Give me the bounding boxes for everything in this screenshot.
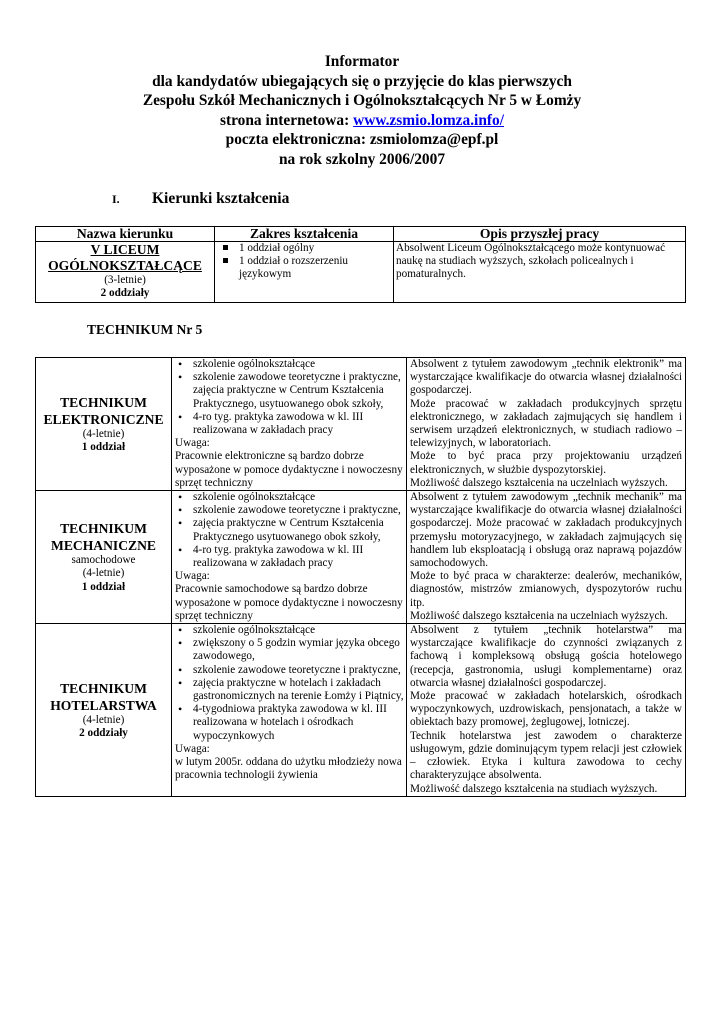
list-item: Uwaga: — [175, 742, 210, 755]
list-item: 1 oddział o rozszerzeniu językowym — [221, 255, 391, 281]
header-description: Opis przyszłej pracy — [394, 227, 686, 242]
technikum-count: 2 oddziały — [79, 726, 128, 739]
liceum-name-line2: OGÓLNOKSZTAŁCĄCE — [48, 258, 202, 273]
header-subtitle: dla kandydatów ubiegających się o przyjęcie do klas pierwszych — [152, 72, 572, 90]
liceum-name-cell — [36, 242, 215, 303]
list-item: • zajęcia praktyczne w Centrum Kształcenia Praktycznego usytuowanego obok szkoły, — [175, 517, 404, 543]
technikum-duration: (4-letnie) — [82, 427, 125, 440]
list-item: • zajęcia praktyczne w hotelach i zakładach gastronomicznych na terenie Łomży i Piątnicy, — [175, 677, 404, 703]
header-scope: Zakres kształcenia — [215, 227, 394, 242]
technikum-duration: (4-letnie) — [82, 567, 125, 580]
technikum-name-line2: MECHANICZNE — [51, 538, 156, 554]
technikum-label: TECHNIKUM Nr 5 — [87, 322, 203, 337]
list-item: • szkolenie zawodowe teoretyczne i praktyczne, — [175, 664, 404, 677]
header-website-line — [0, 111, 724, 131]
list-item: • 4-ro tyg. praktyka zawodowa w kl. III realizowana w zakładach pracy — [175, 544, 404, 570]
list-item: Uwaga: — [175, 570, 210, 583]
list-item: zajęcia praktyczne w Centrum Kształcenia Praktycznego, usytuowanego obok szkoły, — [193, 384, 384, 410]
section-heading: Kierunki kształcenia — [152, 190, 290, 207]
description-paragraph: Możliwość dalszego kształcenia na uczelniach wyższych. — [410, 476, 668, 489]
description-paragraph: Technik hotelarstwa jest zawodem o charakterze usługowym, gdzie dominującym typem relacji jest człowiek – człowiek. Etyka i kultura zawodowa to cechy charakteryzujące absolwenta. — [410, 729, 682, 782]
description-paragraph: Może to być praca przy projektowaniu urządzeń elektronicznych, w służbie dyspozytorskiej. — [410, 450, 682, 476]
description-paragraph: Absolwent z tytułem zawodowym „technik mechanik” ma wystarczające kwalifikacje do otwarcia własnej działalności gospodarczej. Może pracować w zakładach produkcyjnych przemysłu motoryzacyjnego, w zakładach zajmujących się handlem lub eksploatacją i obsługą oraz naprawą pojazdów samochodowych. — [410, 491, 682, 570]
website-link[interactable]: www.zsmio.lomza.info/ — [353, 111, 504, 129]
header-year: na rok szkolny 2006/2007 — [278, 150, 446, 168]
list-item: • 4-ro tyg. praktyka zawodowa w kl. III realizowana w zakładach pracy — [175, 411, 404, 437]
technikum-name-cell — [36, 491, 172, 624]
list-item: • 4-tygodniowa praktyka zawodowa w kl. III realizowana w hotelach i ośrodkach wypoczynkowych — [175, 703, 404, 743]
section-number: I. — [112, 192, 120, 206]
technikum-name-cell — [36, 624, 172, 797]
table-row — [36, 624, 686, 797]
description-paragraph: Może to być praca w charakterze: dealerów, mechaników, diagnostów, mistrzów zmianowych, dyspozytorów ruchu itp. — [410, 570, 682, 609]
technikum-name-line1: TECHNIKUM — [60, 680, 147, 696]
list-item: • szkolenie ogólnokształcące — [175, 358, 404, 371]
technikum-description-cell — [407, 491, 686, 624]
header-school-name: Zespołu Szkół Mechanicznych i Ogólnokształcących Nr 5 w Łomży — [142, 92, 582, 109]
list-item: • szkolenie zawodowe teoretyczne i praktyczne, — [175, 371, 404, 384]
liceum-scope-cell — [215, 242, 394, 303]
liceum-duration: (3-letnie) — [104, 274, 146, 286]
technikum-name-line1: TECHNIKUM — [60, 521, 147, 537]
list-item: Pracownie samochodowe są bardzo dobrze wyposażone w pomoce dydaktyczne i nowoczesny sprzęt techniczny — [175, 583, 403, 622]
table-row — [36, 242, 686, 303]
list-item: 1 oddział ogólny — [221, 242, 391, 255]
liceum-table — [35, 226, 686, 303]
description-paragraph: Może pracować w zakładach produkcyjnych sprzętu elektronicznego, w zakładach zajmujących się handlem i serwisem urządzeń elektronicznych, w studiach radiowo – telewizyjnych, w laboratoriach. — [410, 397, 682, 450]
table-row — [36, 491, 686, 624]
technikum-scope-cell — [172, 358, 407, 491]
technikum-description-cell — [407, 624, 686, 797]
technikum-description-cell — [407, 358, 686, 491]
technikum-table — [35, 357, 686, 797]
technikum-name-line1: TECHNIKUM — [60, 394, 147, 410]
section-title — [112, 190, 289, 208]
list-item: • zwiększony o 5 godzin wymiar języka obcego zawodowego, — [175, 637, 404, 663]
technikum-duration: (4-letnie) — [82, 713, 125, 726]
liceum-description-cell: Absolwent Liceum Ogólnokształcącego może kontynuować naukę na studiach wyższych, szkołach policealnych i pomaturalnych. — [394, 242, 686, 303]
technikum-name-line2: HOTELARSTWA — [50, 697, 157, 713]
list-item: • szkolenie ogólnokształcące — [175, 624, 404, 637]
header-name: Nazwa kierunku — [36, 227, 215, 242]
technikum-name-cell — [36, 358, 172, 491]
list-item: Pracownie elektroniczne są bardzo dobrze wyposażone w pomoce dydaktyczne i nowoczesny sprzęt techniczny — [175, 450, 403, 489]
description-paragraph: Możliwość dalszego kształcenia na uczelniach wyższych. — [410, 609, 668, 622]
document-header — [0, 52, 724, 169]
description-paragraph: Możliwość dalszego kształcenia na studiach wyższych. — [410, 782, 658, 795]
header-email: poczta elektroniczna: zsmiolomza@epf.pl — [225, 131, 499, 148]
technikum-name-line2: ELEKTRONICZNE — [43, 411, 164, 427]
liceum-count: 2 oddziały — [100, 287, 150, 300]
liceum-name-line1: V LICEUM — [90, 242, 160, 257]
description-paragraph: Może pracować w zakładach hotelarskich, ośrodkach wypoczynkowych, uzdrowiskach, pensjonatach, a także w obiektach bazy promowej, żeglugowej, lotniczej. — [410, 690, 682, 729]
list-item: Uwaga: — [175, 437, 210, 450]
list-item: • szkolenie zawodowe teoretyczne i praktyczne, — [175, 504, 404, 517]
list-item: • szkolenie ogólnokształcące — [175, 491, 404, 504]
table-row — [36, 358, 686, 491]
website-prefix: strona internetowa: — [220, 111, 354, 129]
technikum-scope-cell — [172, 624, 407, 797]
technikum-count: 1 oddział — [81, 441, 126, 454]
technikum-count: 1 oddział — [81, 580, 126, 593]
technikum-specialty: samochodowe — [71, 554, 136, 567]
description-paragraph: Absolwent z tytułem „technik hotelarstwa” ma wystarczające kwalifikacje do czynności związanych z fachową i kompleksową obsługą gościa hotelowego (recepcja, gastronomia, usługi komplementarne) oraz otwarcia własnej działalności gospodarczej. — [410, 624, 682, 689]
description-paragraph: Absolwent z tytułem zawodowym „technik elektronik” ma wystarczające kwalifikacje do otwarcia własnej działalności gospodarczej. — [410, 358, 682, 397]
technikum-scope-cell — [172, 491, 407, 624]
header-title: Informator — [324, 53, 400, 70]
list-item: w lutym 2005r. oddana do użytku młodzieży nowa pracownia technologii żywienia — [175, 756, 402, 782]
